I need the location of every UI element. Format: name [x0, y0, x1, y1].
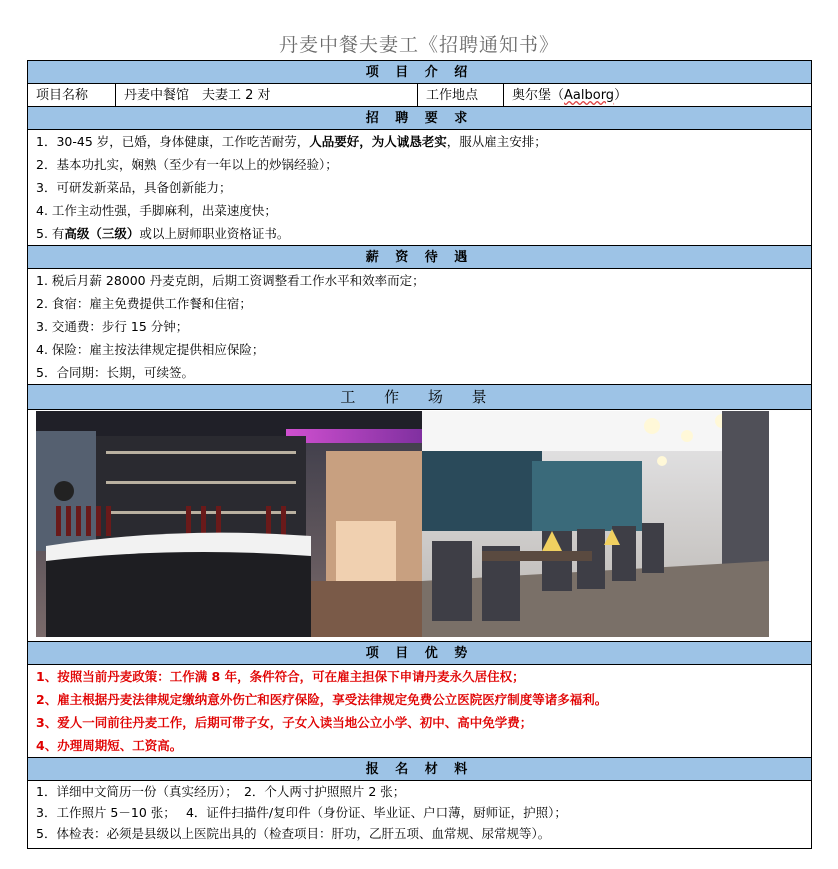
requirement-item: 5. 有高级（三级）或以上厨师职业资格证书。: [36, 226, 290, 241]
project-name-label: 项目名称: [28, 84, 116, 106]
recruitment-table: [27, 60, 812, 849]
requirement-item: 1．30-45 岁，已婚，身体健康，工作吃苦耐劳，人品要好，为人诚恳老实，服从雇主安排；: [36, 134, 547, 149]
restaurant-dining-photo: [422, 411, 769, 637]
restaurant-bar-photo: [36, 411, 422, 637]
location-city: Aalborg: [564, 88, 615, 103]
salary-item: 1. 税后月薪 28000 丹麦克朗，后期工资调整看工作水平和效率而定；: [36, 273, 425, 288]
salary-item: 2. 食宿：雇主免费提供工作餐和住宿；: [36, 296, 252, 311]
section-header-project-intro: 项 目 介 绍: [28, 61, 811, 84]
section-header-salary: 薪 资 待 遇: [28, 246, 811, 269]
material-item: 5．体检表：必须是县级以上医院出具的（检查项目：肝功，乙肝五项、血常规、尿常规等）。: [36, 826, 551, 841]
advantage-item: 3、爱人一同前往丹麦工作，后期可带子女，子女入读当地公立小学、初中、高中免学费；: [36, 715, 533, 730]
section-header-scene: 工 作 场 景: [28, 385, 811, 410]
document-title: 丹麦中餐夫妻工《招聘通知书》: [278, 34, 559, 56]
advantages-list: [28, 665, 811, 758]
section-header-materials: 报 名 材 料: [28, 758, 811, 781]
location-label: 工作地点: [418, 84, 504, 106]
salary-list: [28, 269, 811, 385]
work-scene-photos: [28, 410, 811, 642]
requirement-item: 2．基本功扎实，娴熟（至少有一年以上的炒锅经验）；: [36, 157, 338, 172]
requirement-item: 4. 工作主动性强，手脚麻利，出菜速度快；: [36, 203, 277, 218]
materials-list: [28, 781, 811, 849]
advantage-item: 2、雇主根据丹麦法律规定缴纳意外伤亡和医疗保险，享受法律规定免费公立医院医疗制度等诸多福利。: [36, 692, 608, 707]
project-info-row: [28, 84, 811, 107]
location-value: 奥尔堡（Aalborg）: [512, 88, 628, 103]
section-header-requirements: 招 聘 要 求: [28, 107, 811, 130]
salary-item: 5．合同期：长期，可续签。: [36, 365, 194, 380]
material-item: 3．工作照片 5－10 张； 4．证件扫描件/复印件（身份证、毕业证、户口薄，厨师证，护照）；: [36, 805, 567, 820]
requirement-item: 3．可研发新菜品，具备创新能力；: [36, 180, 232, 195]
salary-item: 4. 保险：雇主按法律规定提供相应保险；: [36, 342, 265, 357]
advantage-item: 4、办理周期短、工资高。: [36, 738, 183, 753]
advantage-item: 1、按照当前丹麦政策：工作满 8 年，条件符合，可在雇主担保下申请丹麦永久居住权；: [36, 669, 525, 684]
salary-item: 3. 交通费：步行 15 分钟；: [36, 319, 189, 334]
requirements-list: [28, 130, 811, 246]
material-item: 1．详细中文简历一份（真实经历）； 2．个人两寸护照照片 2 张；: [36, 784, 406, 799]
section-header-advantages: 项 目 优 势: [28, 642, 811, 665]
project-name-value: 丹麦中餐馆 夫妻工 2 对: [116, 84, 418, 106]
